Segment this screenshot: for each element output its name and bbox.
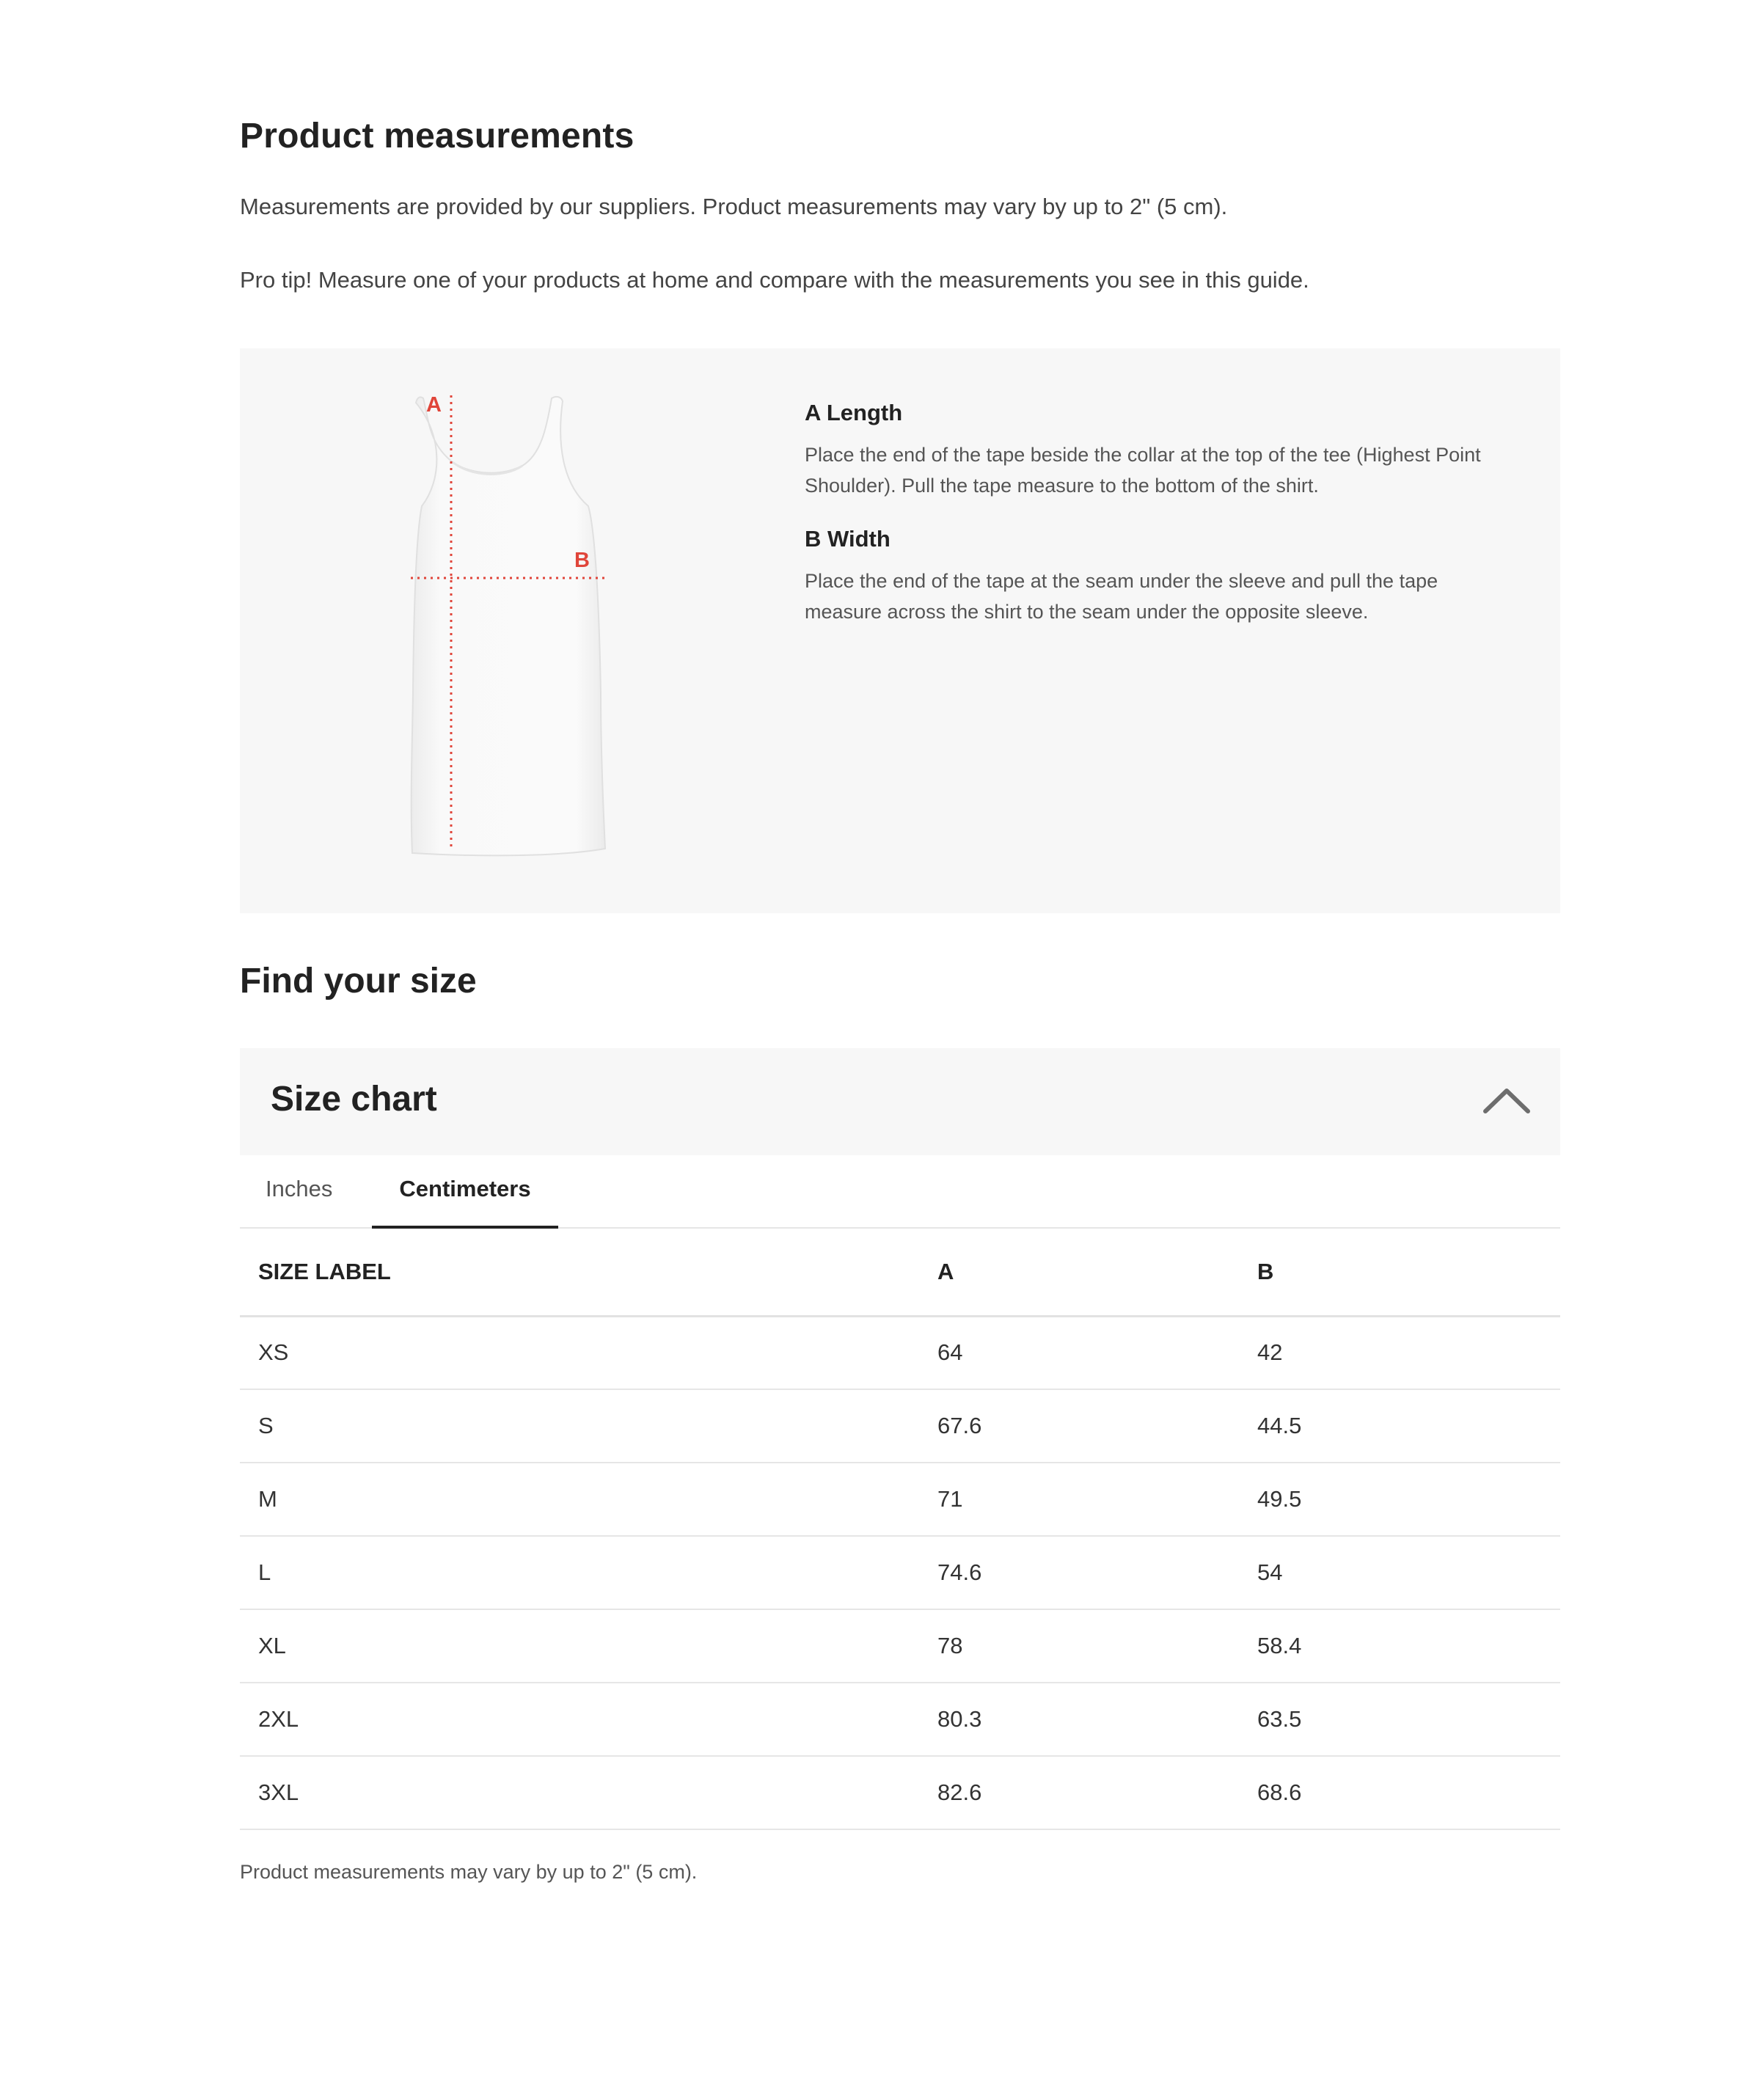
width-heading: B Width bbox=[805, 526, 891, 552]
table-header-row bbox=[240, 1229, 1560, 1316]
table-row bbox=[240, 1536, 1560, 1609]
measurement-descriptions bbox=[805, 400, 1509, 652]
size-label-cell: 2XL bbox=[240, 1683, 919, 1756]
column-header-a: A bbox=[919, 1229, 1239, 1316]
width-cell: 63.5 bbox=[1239, 1683, 1560, 1756]
length-cell: 80.3 bbox=[919, 1683, 1239, 1756]
table-row bbox=[240, 1683, 1560, 1756]
size-label-cell: M bbox=[240, 1463, 919, 1536]
length-cell: 78 bbox=[919, 1609, 1239, 1683]
marker-b: B bbox=[574, 549, 590, 572]
width-cell: 58.4 bbox=[1239, 1609, 1560, 1683]
table-row bbox=[240, 1316, 1560, 1389]
column-header-size-label: SIZE LABEL bbox=[240, 1229, 919, 1316]
marker-a: A bbox=[426, 393, 442, 417]
length-cell: 82.6 bbox=[919, 1756, 1239, 1829]
page-title: Product measurements bbox=[240, 117, 635, 156]
size-label-cell: L bbox=[240, 1536, 919, 1609]
width-description: Place the end of the tape at the seam under the sleeve and pull the tape measure across the shirt to the seam under the opposite sleeve. bbox=[805, 570, 1438, 623]
size-label-cell: XS bbox=[240, 1316, 919, 1389]
width-cell: 42 bbox=[1239, 1316, 1560, 1389]
length-cell: 71 bbox=[919, 1463, 1239, 1536]
table-row bbox=[240, 1463, 1560, 1536]
width-cell: 68.6 bbox=[1239, 1756, 1560, 1829]
size-chart-title: Size chart bbox=[271, 1080, 437, 1119]
table-row bbox=[240, 1389, 1560, 1463]
width-cell: 44.5 bbox=[1239, 1389, 1560, 1463]
tank-top-illustration bbox=[343, 392, 717, 862]
size-label-cell: XL bbox=[240, 1609, 919, 1683]
width-cell: 49.5 bbox=[1239, 1463, 1560, 1536]
length-description: Place the end of the tape beside the collar at the top of the tee (Highest Point Shoulder). Pull the tape measure to the bottom of the shirt. bbox=[805, 444, 1481, 497]
size-table bbox=[240, 1229, 1560, 1830]
size-label-cell: S bbox=[240, 1389, 919, 1463]
size-label-cell: 3XL bbox=[240, 1756, 919, 1829]
column-header-b: B bbox=[1239, 1229, 1560, 1316]
pro-tip-text: Pro tip! Measure one of your products at home and compare with the measurements you see in this guide. bbox=[240, 267, 1309, 293]
intro-text: Measurements are provided by our suppliers. Product measurements may vary by up to 2" (5 cm). bbox=[240, 194, 1228, 219]
size-chart-accordion[interactable] bbox=[240, 1048, 1560, 1155]
measurement-guide-panel bbox=[240, 348, 1560, 913]
length-heading: A Length bbox=[805, 400, 903, 425]
tab-centimeters[interactable]: Centimeters bbox=[372, 1176, 558, 1229]
length-cell: 64 bbox=[919, 1316, 1239, 1389]
tab-inches[interactable]: Inches bbox=[266, 1176, 333, 1201]
chevron-up-icon[interactable] bbox=[1482, 1082, 1531, 1119]
table-row bbox=[240, 1756, 1560, 1829]
footnote: Product measurements may vary by up to 2" (5 cm). bbox=[240, 1861, 698, 1883]
find-size-heading: Find your size bbox=[240, 962, 477, 1000]
unit-tabs bbox=[240, 1155, 1560, 1229]
table-row bbox=[240, 1609, 1560, 1683]
length-cell: 74.6 bbox=[919, 1536, 1239, 1609]
length-cell: 67.6 bbox=[919, 1389, 1239, 1463]
width-cell: 54 bbox=[1239, 1536, 1560, 1609]
